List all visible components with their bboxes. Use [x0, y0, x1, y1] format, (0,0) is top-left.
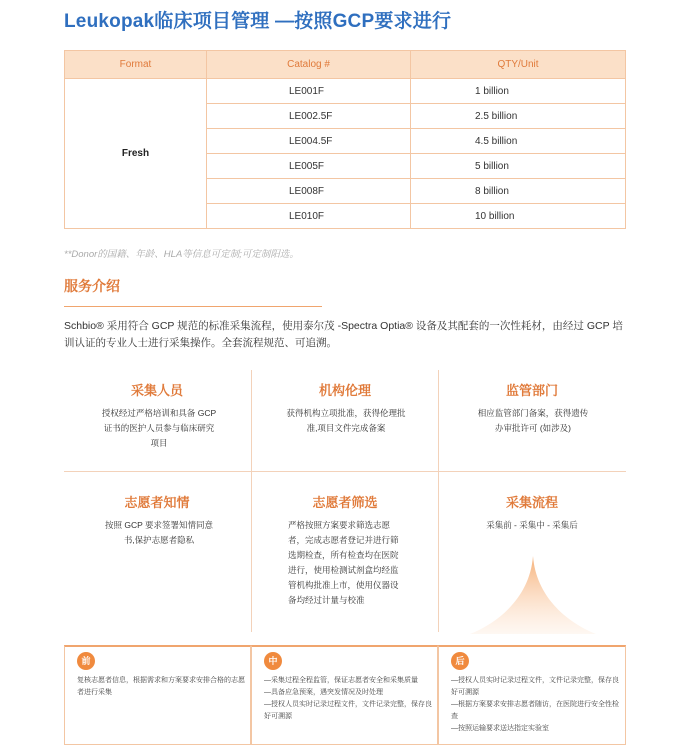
- header-catalog: Catalog #: [207, 51, 411, 79]
- card-text-ethics: 获得机构立项批准，获得伦理批准,项目文件完成备案: [286, 408, 406, 433]
- card-text-process: 采集前 - 采集中 - 采集后: [486, 520, 578, 530]
- catalog-cell: LE002.5F: [207, 104, 411, 129]
- section-divider: [64, 306, 322, 307]
- header-qty: QTY/Unit: [411, 51, 626, 79]
- card-title-staff: 采集人员: [130, 383, 183, 398]
- stage-line: —根据方案要求安排志愿者随访，在医院进行安全性检: [451, 701, 619, 708]
- stage-line: —按照运输要求送达指定实验室: [451, 725, 549, 732]
- stage-box-during: [251, 645, 438, 745]
- qty-cell: 8 billion: [411, 179, 626, 204]
- stage-line: —授权人员实时记录过程文件，文件记录完整，保存良: [264, 701, 432, 708]
- card-text-regulator: 相应监管部门备案，获得遗传办审批许可 (如涉及): [477, 408, 589, 433]
- donor-note: **Donor的国籍、年龄、HLA等信息可定制;可定制阳选。: [64, 249, 299, 260]
- page-title: Leukopak临床项目管理 —按照GCP要求进行: [64, 11, 452, 32]
- stage-text-during: [264, 675, 432, 723]
- card-text-staff: 授权经过严格培训和具备 GCP 证书的医护人员参与临床研究项目: [101, 408, 217, 448]
- qty-cell: 2.5 billion: [411, 104, 626, 129]
- card-text-screening: 严格按照方案要求筛选志愿者，完成志愿者登记并进行筛选期检查，所有检查均在医院进行，使用检测试剂盒均经监管机构批准上市，使用仪器设备均经过计量与校准: [288, 520, 399, 605]
- catalog-cell: LE004.5F: [207, 129, 411, 154]
- card-title-process: 采集流程: [505, 495, 558, 510]
- stage-line: —授权人员实时记录过程文件，文件记录完整，保存良: [451, 677, 619, 684]
- stage-line: 好可溯源: [451, 689, 479, 696]
- section-intro: Schbio® 采用符合 GCP 规范的标准采集流程，使用泰尔茂 -Spectra Optia® 设备及其配套的一次性耗材，由经过 GCP 培训认证的专业人士进行采集操作。全套流程规范、可追溯。: [64, 320, 623, 349]
- qty-cell: 10 billion: [411, 204, 626, 229]
- catalog-cell: LE001F: [207, 79, 411, 104]
- stage-badge-before: 前: [77, 652, 95, 670]
- card-title-regulator: 监管部门: [505, 383, 558, 398]
- stage-line: 者进行采集: [77, 689, 112, 696]
- peak-graphic: [470, 556, 596, 634]
- stage-line: 复核志愿者信息，根据需求和方案要求安排合格的志愿: [77, 677, 245, 684]
- qty-cell: 4.5 billion: [411, 129, 626, 154]
- stage-box-after: [438, 645, 626, 745]
- catalog-cell: LE008F: [207, 179, 411, 204]
- stage-text-before: [77, 675, 245, 699]
- card-text-consent: 按照 GCP 要求签署知情同意书,保护志愿者隐私: [105, 520, 213, 545]
- card-title-ethics: 机构伦理: [318, 383, 371, 398]
- format-cell: Fresh: [65, 79, 207, 229]
- catalog-cell: LE010F: [207, 204, 411, 229]
- table-row: [65, 79, 626, 104]
- section-title: 服务介绍: [64, 278, 120, 294]
- catalog-cell: LE005F: [207, 154, 411, 179]
- grid-divider: [64, 471, 626, 472]
- qty-cell: 1 billion: [411, 79, 626, 104]
- stage-text-after: [451, 675, 621, 735]
- stage-line: 查: [451, 713, 458, 720]
- stage-badge-during: 中: [264, 652, 282, 670]
- stage-line: 好可溯源: [264, 713, 292, 720]
- header-format: Format: [65, 51, 207, 79]
- card-title-consent: 志愿者知情: [124, 495, 190, 510]
- qty-cell: 5 billion: [411, 154, 626, 179]
- stage-box-before: [64, 645, 251, 745]
- product-table: [64, 50, 626, 229]
- stage-line: —具备应急预案，遇突发情况及时处理: [264, 689, 383, 696]
- stage-line: —采集过程全程监管，保证志愿者安全和采集质量: [264, 677, 418, 684]
- stage-badge-after: 后: [451, 652, 469, 670]
- card-title-screening: 志愿者筛选: [312, 495, 378, 510]
- table-header-row: [65, 51, 626, 79]
